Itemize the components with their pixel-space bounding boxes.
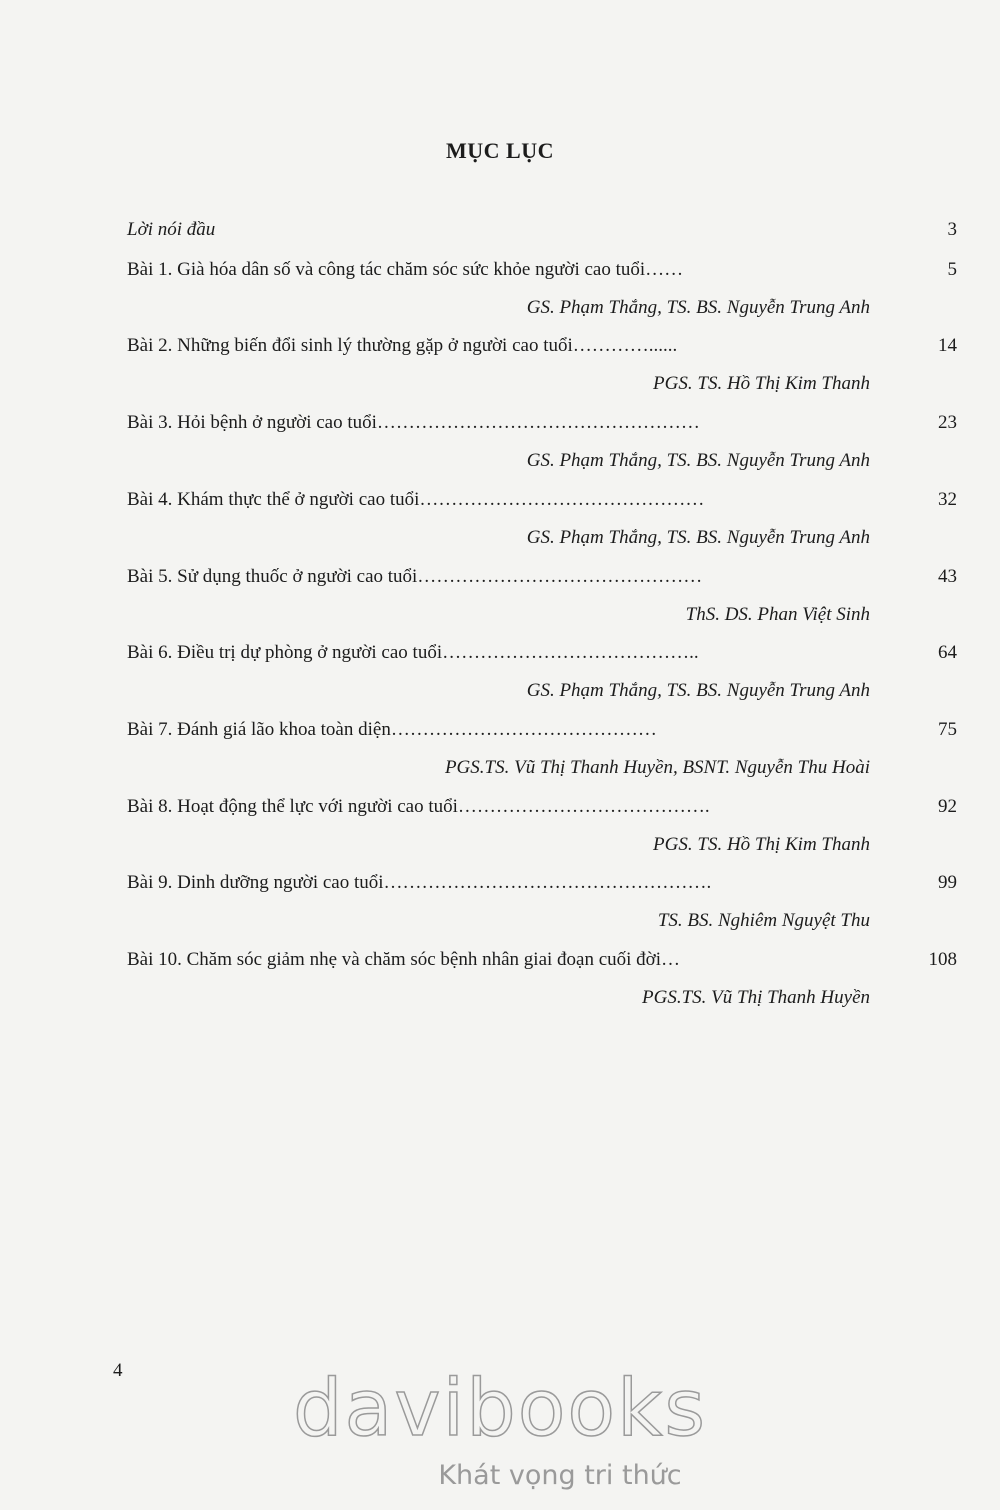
toc-entry-page: 3 — [947, 219, 957, 240]
toc-entry-author: PGS.TS. Vũ Thị Thanh Huyền, BSNT. Nguyễn Thu Hoài — [444, 757, 870, 778]
toc-entry-author: GS. Phạm Thắng, TS. BS. Nguyễn Trung Anh — [526, 450, 870, 471]
toc-entry-page: 5 — [947, 259, 957, 280]
toc-entry-page: 14 — [938, 335, 957, 356]
toc-entry-author: PGS. TS. Hồ Thị Kim Thanh — [653, 834, 870, 855]
page-title: MỤC LỤC — [446, 138, 554, 163]
toc-entry-title: Bài 7. Đánh giá lão khoa toàn diện…………………………………… — [127, 719, 657, 740]
toc-entry-title: Bài 9. Dinh dưỡng người cao tuổi……………………………………………. — [127, 872, 712, 893]
toc-entry-title: Bài 2. Những biến đổi sinh lý thường gặp ở người cao tuổi…………...... — [127, 335, 678, 356]
toc-entry-author: TS. BS. Nghiêm Nguyệt Thu — [657, 910, 870, 931]
watermark-slogan: Khát vọng tri thức — [438, 1460, 682, 1491]
toc-entry-title: Bài 10. Chăm sóc giảm nhẹ và chăm sóc bệnh nhân giai đoạn cuối đời… — [127, 949, 681, 970]
toc-entry-title: Bài 3. Hỏi bệnh ở người cao tuổi…………………………………………… — [127, 412, 700, 433]
toc-entry-author: PGS.TS. Vũ Thị Thanh Huyền — [642, 987, 870, 1008]
toc-entry-page: 99 — [938, 872, 957, 893]
toc-entry-author: ThS. DS. Phan Việt Sinh — [685, 604, 870, 625]
toc-entry-author: GS. Phạm Thắng, TS. BS. Nguyễn Trung Anh — [526, 527, 870, 548]
toc-entry-page: 75 — [938, 719, 957, 740]
page-number: 4 — [113, 1360, 123, 1381]
toc-entry-title: Bài 5. Sử dụng thuốc ở người cao tuổi……………………………………… — [127, 566, 703, 587]
toc-entry-page: 23 — [938, 412, 957, 433]
toc-entry-page: 108 — [928, 949, 957, 970]
toc-entry-title: Bài 6. Điều trị dự phòng ở người cao tuổi………………………………….. — [127, 642, 699, 663]
toc-entry-author: GS. Phạm Thắng, TS. BS. Nguyễn Trung Anh — [526, 680, 870, 701]
toc-entry-page: 92 — [938, 796, 957, 817]
toc-entry-title: Bài 4. Khám thực thể ở người cao tuổi……………………………………… — [127, 489, 705, 510]
toc-entry-title: Bài 1. Già hóa dân số và công tác chăm sóc sức khỏe người cao tuổi…… — [127, 259, 684, 280]
toc-entry-page: 64 — [938, 642, 957, 663]
toc-entry-page: 32 — [938, 489, 957, 510]
toc-entry-author: PGS. TS. Hồ Thị Kim Thanh — [653, 373, 870, 394]
watermark-brand: davibooks — [293, 1364, 707, 1454]
toc-entry-page: 43 — [938, 566, 957, 587]
toc-entry-author: GS. Phạm Thắng, TS. BS. Nguyễn Trung Anh — [526, 297, 870, 318]
toc-entry-title: Lời nói đầu — [127, 219, 216, 240]
toc-entry-title: Bài 8. Hoạt động thể lực với người cao tuổi…………………………………. — [127, 796, 710, 817]
